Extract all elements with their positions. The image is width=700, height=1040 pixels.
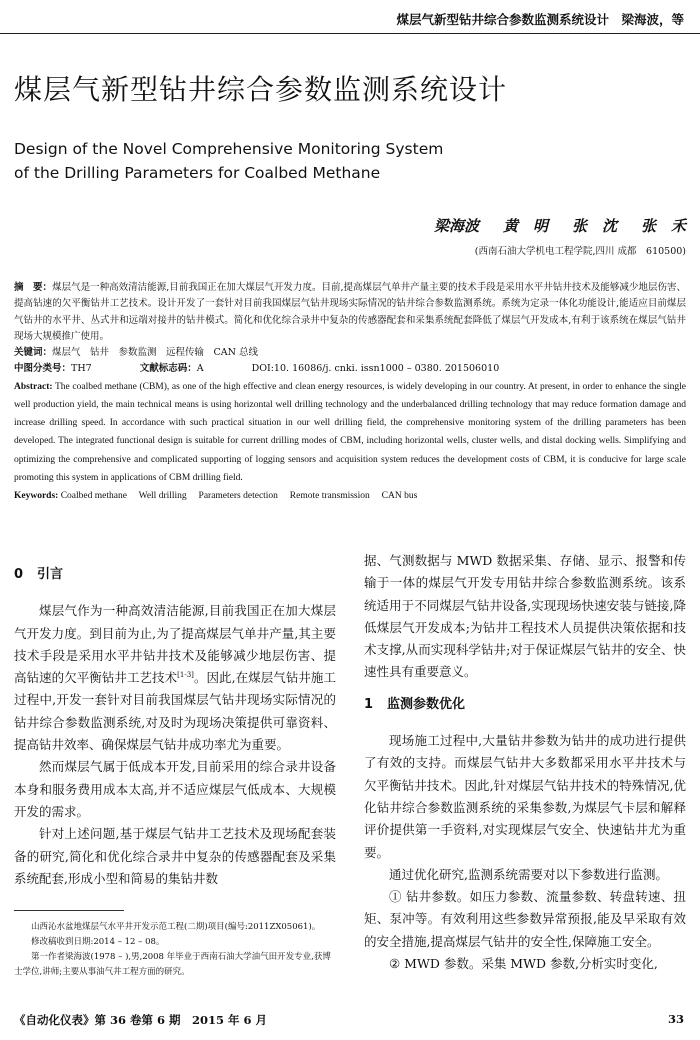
paper-title-cn: 煤层气新型钻井综合参数监测系统设计 <box>14 73 508 106</box>
footnote-fund: 山西沁水盆地煤层气水平井开发示范工程(二期)项目(编号:2011ZX05061)。 <box>31 922 321 932</box>
doc-code-label: 文献标志码： <box>139 363 197 375</box>
citation[interactable]: [1-3] <box>177 671 194 680</box>
keywords-cn-text: 煤层气 钻井 参数监测 远程传输 CAN 总线 <box>52 347 258 359</box>
paragraph: 据、气测数据与 MWD 数据采集、存储、显示、报警和传输于一体的煤层气开发专用钻井综合参数监测系统。该系统适用于不同煤层气钻井设备,实现现场快速安装与链接,降低煤层气开发成本;为钻井工程技术人员提供决策依据和技术支撑,从而实现科学钻井;对于保证煤层气钻井的安全、快速性具有重要意义。 <box>364 553 686 680</box>
classification-line <box>14 361 686 377</box>
footnote-rule <box>14 910 124 911</box>
paragraph: 通过优化研究,监测系统需要对以下参数进行监测。 <box>389 866 668 882</box>
abstract-block <box>14 280 686 505</box>
section-number: 1 <box>364 696 374 712</box>
paragraph: 然而煤层气属于低成本开发,目前采用的综合录井设备本身和服务费用成本太高,并不适应煤层气低成本、大规模开发的需求。 <box>14 759 336 819</box>
section-heading-0 <box>14 564 336 586</box>
abstract-en <box>14 378 686 487</box>
author-list <box>410 215 686 236</box>
body-column-left <box>14 560 336 890</box>
journal-info: 《自动化仪表》第 36 卷第 6 期 2015 年 6 月 <box>14 1013 268 1027</box>
paper-title-en <box>14 137 443 185</box>
author: 梁海波 <box>433 217 479 235</box>
page-number: 33 <box>667 1012 684 1026</box>
running-header <box>0 0 700 34</box>
author: 黄 明 <box>502 217 548 235</box>
keywords-en <box>14 487 686 505</box>
paragraph <box>14 600 336 756</box>
title-en-line-2: of the Drilling Parameters for Coalbed Methane <box>14 164 381 182</box>
footnote-received: 修改稿收到日期:2014 – 12 – 08。 <box>31 937 165 947</box>
section-title: 引言 <box>37 567 64 582</box>
paragraph: ① 钻井参数。如压力参数、流量参数、转盘转速、扭矩、泵冲等。有效利用这些参数异常预报,能及早采取有效的安全措施,提高煤层气钻井的安全性,保障施工安全。 <box>364 889 686 949</box>
paragraph: 现场施工过程中,大量钻井参数为钻井的成功进行提供了有效的支持。而煤层气钻井大多数都采用水平井技术与欠平衡钻井技术。因此,针对煤层气钻井技术的特殊情况,优化钻井综合参数监测系统的采集参数,为煤层气卡层和解释评价提供第一手资料,对实现煤层气安全、快速钻井尤为重要。 <box>364 733 686 860</box>
clc-value: TH7 <box>71 363 92 375</box>
body-column-right <box>364 550 686 975</box>
keywords-cn <box>14 345 686 361</box>
abstract-cn-text: 煤层气是一种高效清洁能源,目前我国正在加大煤层气开发力度。目前,提高煤层气单井产量主要的技术手段是采用水平井钻井技术及能够减少地层伤害、提高钻速的欠平衡钻井工艺技术。设计开发了一套针对目前我国煤层气钻井现场实际情况的钻井综合参数监测系统。系统为定录一体化功能设计,能适应目前煤层气钻井的水平井、丛式井和远端对接井的钻井模式。简化和优化综合录井中复杂的传感器配套和采集系统配套降低了煤层气开发成本,有利于该系统在煤层气钻井现场大规模推广使用。 <box>14 282 686 342</box>
running-header-text: 煤层气新型钻井综合参数监测系统设计 梁海波，等 <box>396 12 684 27</box>
keywords-en-label: Keywords: <box>14 491 59 501</box>
clc-label: 中图分类号： <box>14 363 72 375</box>
abstract-cn-label: 摘 要： <box>14 282 53 293</box>
section-title: 监测参数优化 <box>387 696 466 712</box>
author: 张 沈 <box>571 217 617 235</box>
doi: DOI:10. 16086/j. cnki. issn1000 – 0380. 201506010 <box>251 363 500 375</box>
section-heading-1 <box>364 694 686 716</box>
abstract-en-text: The coalbed methane (CBM), as one of the high effective and clean energy resources, is widely developing in our country. At present, in order to enhance the single well production yield, the main technical means is using horizontal well drilling technology and the underbalanced drilling technology that may reduce formation damage and increase drilling speed. In accordance with such practical situation in our well drilling field, the comprehensive monitoring system of the drilling parameters has been developed. The integrated functional design is suitable for current drilling modes of CBM, including horizontal wells, cluster wells, and distal docking wells. Simplifying and optimizing the comprehensive and complicated supporting of logging sensors and acquisition system reduces the development costs of CBM, it is conducive for large scale promoting this system in applications of CBM drilling field. <box>14 381 686 483</box>
title-en-line-1: Design of the Novel Comprehensive Monitoring System <box>14 140 444 158</box>
keywords-en-text: Coalbed methane Well drilling Parameters detection Remote transmission CAN bus <box>60 491 418 501</box>
abstract-cn <box>14 280 686 345</box>
paragraph: ② MWD 参数。采集 MWD 参数,分析实时变化, <box>389 956 658 972</box>
paragraph-text: 煤层气作为一种高效清洁能源,目前我国正在加大煤层气开发力度。到目前为止,为了提高煤层气单井产量,其主要技术手段是采用水平井钻井技术及能够减少地层伤害、提高钻速的欠平衡钻井工艺技术 <box>14 603 336 686</box>
paragraph-text: 。因此,在煤层气钻井施工过程中,开发一套针对目前我国煤层气钻井现场实际情况的钻井综合参数监测系统,对及时为现场决策提供可靠资料、提高钻井效率、确保煤层气钻井成功率尤为重要。 <box>14 670 336 753</box>
page-footer <box>14 1012 684 1028</box>
author: 张 禾 <box>640 217 686 235</box>
section-number: 0 <box>14 567 24 582</box>
footnotes <box>14 920 336 980</box>
keywords-cn-label: 关键词： <box>14 347 53 359</box>
affiliation: (西南石油大学机电工程学院,四川 成都 610500) <box>474 246 686 257</box>
footnote-author: 第一作者梁海波(1978 – ),男,2008 年毕业于西南石油大学油气田开发专业,获博士学位,讲师;主要从事油气井工程方面的研究。 <box>14 952 331 977</box>
abstract-en-label: Abstract: <box>14 381 53 392</box>
doc-code-value: A <box>196 363 204 375</box>
paragraph: 针对上述问题,基于煤层气钻井工艺技术及现场配套装备的研究,简化和优化综合录井中复杂的传感器配套及采集系统配套,形成小型和简易的集钻井数 <box>14 826 336 886</box>
